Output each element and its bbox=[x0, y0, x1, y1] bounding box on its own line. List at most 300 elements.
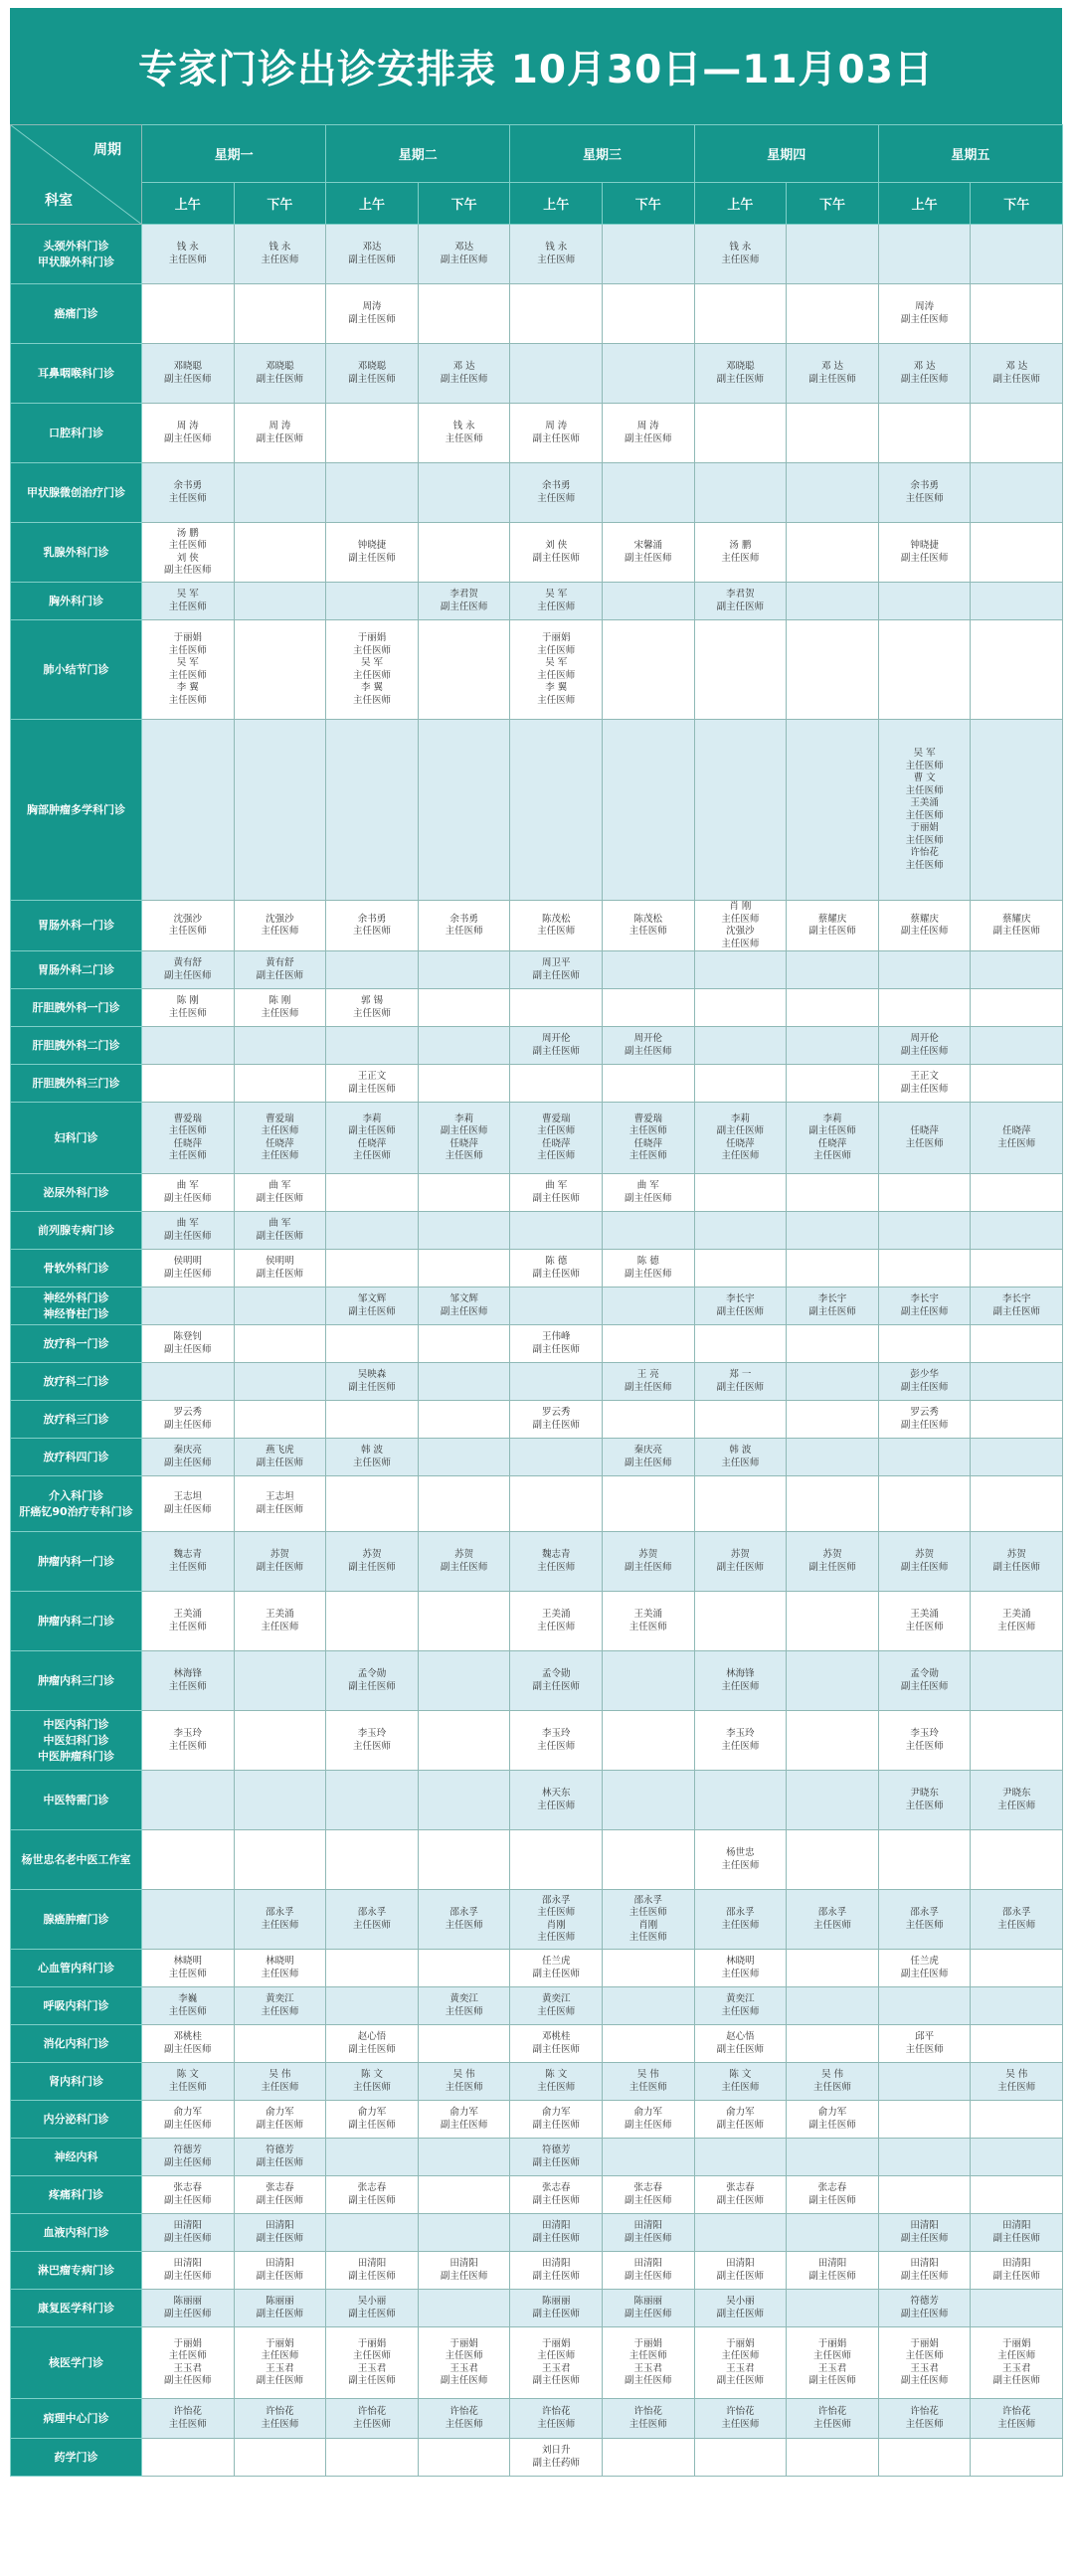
doctor-name: 魏志青 bbox=[541, 1549, 571, 1560]
doctor-name: 任晓萍 bbox=[173, 1137, 203, 1149]
schedule-cell bbox=[971, 1890, 1063, 1950]
schedule-cell bbox=[234, 1476, 326, 1532]
doctor-title: 副主任医师 bbox=[164, 969, 212, 981]
doctor-title: 主任医师 bbox=[261, 2081, 299, 2093]
schedule-cell bbox=[418, 1987, 510, 2025]
doctor-name: 陈 刚 bbox=[176, 995, 199, 1006]
doctor-title: 主任医师 bbox=[537, 2081, 576, 2093]
schedule-cell bbox=[971, 1830, 1063, 1890]
schedule-cell bbox=[787, 1212, 879, 1250]
doctor-name: 余书勇 bbox=[173, 480, 203, 491]
doctor-title: 副主任医师 bbox=[440, 373, 488, 385]
doctor-title: 主任医师 bbox=[537, 1561, 576, 1573]
doctor-title: 副主任医师 bbox=[440, 1561, 488, 1573]
doctor-name: 钱 永 bbox=[176, 242, 199, 253]
schedule-cell bbox=[603, 2327, 695, 2399]
doctor-name: 任兰虎 bbox=[541, 1956, 571, 1967]
schedule-cell bbox=[510, 523, 603, 583]
schedule-cell bbox=[694, 2176, 787, 2214]
table-row bbox=[11, 404, 1063, 463]
doctor-title: 副主任医师 bbox=[256, 1268, 304, 1280]
doctor-title: 主任医师 bbox=[905, 784, 944, 796]
department-name: 癌痛门诊 bbox=[11, 284, 142, 344]
table-row bbox=[11, 620, 1063, 720]
department-name: 放疗科四门诊 bbox=[11, 1439, 142, 1476]
doctor-title: 主任医师 bbox=[905, 2418, 944, 2430]
schedule-cell bbox=[418, 1711, 510, 1771]
doctor-name: 李长宇 bbox=[726, 1293, 755, 1304]
doctor-name: 宋馨涌 bbox=[633, 540, 663, 551]
doctor-name: 于丽娟 bbox=[173, 2337, 203, 2349]
schedule-cell bbox=[878, 1212, 971, 1250]
doctor-title: 主任医师 bbox=[168, 2418, 207, 2430]
department-name: 胃肠外科二门诊 bbox=[11, 951, 142, 989]
schedule-cell bbox=[234, 2439, 326, 2477]
doctor-name: 王 亮 bbox=[636, 1369, 659, 1380]
doctor-name: 邓达 bbox=[454, 242, 474, 253]
schedule-cell bbox=[234, 1890, 326, 1950]
schedule-cell bbox=[142, 523, 235, 583]
doctor-name: 于丽娟 bbox=[817, 2337, 847, 2349]
doctor-title: 副主任医师 bbox=[625, 1381, 672, 1393]
doctor-title: 副主任医师 bbox=[440, 2375, 488, 2386]
schedule-cell bbox=[603, 1950, 695, 1987]
doctor-name: 邓桃桂 bbox=[541, 2031, 571, 2042]
doctor-name: 刘日升 bbox=[541, 2445, 571, 2456]
schedule-cell bbox=[510, 463, 603, 523]
schedule-cell bbox=[142, 1532, 235, 1592]
doctor-title: 主任医师 bbox=[445, 432, 483, 444]
schedule-cell bbox=[603, 1830, 695, 1890]
doctor-name: 田清阳 bbox=[633, 2220, 663, 2231]
schedule-cell bbox=[878, 1771, 971, 1830]
table-row bbox=[11, 1771, 1063, 1830]
schedule-cell bbox=[694, 1174, 787, 1212]
schedule-cell bbox=[234, 2214, 326, 2252]
doctor-title: 副主任医师 bbox=[532, 1343, 580, 1355]
table-row bbox=[11, 2290, 1063, 2327]
doctor-name: 蔡耀庆 bbox=[817, 913, 847, 925]
schedule-cell bbox=[971, 225, 1063, 284]
doctor-title: 副主任医师 bbox=[808, 2270, 856, 2282]
schedule-cell bbox=[326, 1027, 419, 1065]
schedule-cell bbox=[603, 2176, 695, 2214]
schedule-cell bbox=[142, 720, 235, 901]
schedule-cell bbox=[234, 1592, 326, 1651]
schedule-cell bbox=[234, 1532, 326, 1592]
doctor-title: 主任医师 bbox=[997, 2081, 1036, 2093]
schedule-cell bbox=[971, 1771, 1063, 1830]
doctor-name: 王正文 bbox=[910, 1071, 939, 1082]
schedule-cell bbox=[510, 1212, 603, 1250]
schedule-cell bbox=[603, 2063, 695, 2101]
schedule-cell bbox=[878, 1103, 971, 1174]
doctor-title: 主任医师 bbox=[721, 254, 760, 265]
doctor-title: 副主任医师 bbox=[532, 552, 580, 564]
table-row bbox=[11, 951, 1063, 989]
schedule-cell bbox=[326, 2101, 419, 2139]
doctor-name: 陈 文 bbox=[729, 2069, 752, 2080]
schedule-cell bbox=[971, 1439, 1063, 1476]
doctor-title: 副主任医师 bbox=[992, 1305, 1040, 1317]
doctor-title: 副主任医师 bbox=[440, 2270, 488, 2282]
doctor-name: 于丽娟 bbox=[633, 2337, 663, 2349]
schedule-cell bbox=[603, 284, 695, 344]
doctor-title: 主任医师 bbox=[261, 1125, 299, 1136]
doctor-title: 主任医师 bbox=[168, 2005, 207, 2017]
schedule-cell bbox=[510, 1325, 603, 1363]
doctor-title: 副主任医师 bbox=[532, 1045, 580, 1057]
doctor-title: 副主任医师 bbox=[256, 2194, 304, 2206]
doctor-title: 主任医师 bbox=[905, 1919, 944, 1931]
schedule-cell bbox=[603, 2139, 695, 2176]
doctor-title: 副主任医师 bbox=[164, 1268, 212, 1280]
doctor-name: 孟令勋 bbox=[541, 1668, 571, 1679]
table-row bbox=[11, 1950, 1063, 1987]
schedule-cell bbox=[878, 2252, 971, 2290]
doctor-name: 许怡花 bbox=[910, 2406, 939, 2417]
schedule-cell bbox=[971, 620, 1063, 720]
doctor-name: 苏贺 bbox=[915, 1549, 935, 1560]
doctor-title: 副主任医师 bbox=[164, 1457, 212, 1468]
schedule-cell bbox=[694, 523, 787, 583]
schedule-cell bbox=[694, 1592, 787, 1651]
department-name: 消化内科门诊 bbox=[11, 2025, 142, 2063]
table-row bbox=[11, 1987, 1063, 2025]
doctor-title: 主任医师 bbox=[721, 1740, 760, 1752]
schedule-cell bbox=[603, 404, 695, 463]
schedule-cell bbox=[326, 2327, 419, 2399]
doctor-title: 副主任医师 bbox=[900, 1305, 949, 1317]
doctor-title: 副主任医师 bbox=[716, 1125, 765, 1136]
doctor-title: 副主任医师 bbox=[348, 2270, 396, 2282]
doctor-name: 燕飞虎 bbox=[266, 1445, 294, 1456]
doctor-name: 李巍 bbox=[178, 1993, 198, 2004]
schedule-cell bbox=[603, 720, 695, 901]
doctor-name: 邵永孚 bbox=[726, 1907, 755, 1918]
doctor-title: 主任医师 bbox=[168, 1561, 207, 1573]
doctor-name: 王玉君 bbox=[726, 2362, 755, 2374]
doctor-title: 主任医师 bbox=[352, 669, 391, 681]
schedule-cell bbox=[142, 620, 235, 720]
schedule-cell bbox=[787, 1830, 879, 1890]
doctor-name: 余书勇 bbox=[910, 480, 939, 491]
schedule-cell bbox=[326, 2176, 419, 2214]
table-row bbox=[11, 225, 1063, 284]
schedule-cell bbox=[510, 1830, 603, 1890]
doctor-name: 邵永孚 bbox=[817, 1907, 847, 1918]
schedule-cell bbox=[603, 1103, 695, 1174]
doctor-title: 副主任医师 bbox=[808, 1561, 856, 1573]
schedule-cell bbox=[694, 2214, 787, 2252]
doctor-name: 俞力军 bbox=[633, 2107, 663, 2118]
schedule-cell bbox=[142, 1065, 235, 1103]
schedule-cell bbox=[326, 1250, 419, 1288]
doctor-title: 主任医师 bbox=[168, 644, 207, 656]
doctor-title: 副主任医师 bbox=[716, 2119, 765, 2131]
department-name: 神经外科门诊 神经脊柱门诊 bbox=[11, 1288, 142, 1325]
schedule-cell bbox=[787, 1065, 879, 1103]
schedule-cell bbox=[787, 720, 879, 901]
doctor-name: 田清阳 bbox=[541, 2258, 571, 2269]
doctor-name: 周开伦 bbox=[541, 1033, 571, 1044]
schedule-cell bbox=[787, 2439, 879, 2477]
doctor-name: 于丽娟 bbox=[357, 2337, 387, 2349]
doctor-title: 主任医师 bbox=[905, 1621, 944, 1632]
doctor-title: 主任医师 bbox=[261, 1150, 299, 1161]
doctor-title: 主任医师 bbox=[721, 1680, 760, 1692]
doctor-title: 副主任医师 bbox=[625, 1457, 672, 1468]
doctor-title: 副主任医师 bbox=[532, 2270, 580, 2282]
schedule-cell bbox=[787, 2252, 879, 2290]
schedule-cell bbox=[603, 2399, 695, 2439]
schedule-cell bbox=[326, 2252, 419, 2290]
schedule-cell bbox=[418, 2176, 510, 2214]
schedule-cell bbox=[694, 225, 787, 284]
schedule-cell bbox=[878, 2025, 971, 2063]
doctor-name: 尹晓东 bbox=[910, 1788, 939, 1799]
doctor-name: 陈丽丽 bbox=[173, 2296, 203, 2307]
schedule-cell bbox=[234, 1325, 326, 1363]
schedule-cell bbox=[878, 720, 971, 901]
doctor-title: 主任医师 bbox=[261, 1968, 299, 1979]
schedule-cell bbox=[787, 1363, 879, 1401]
doctor-name: 许怡花 bbox=[817, 2406, 847, 2417]
doctor-name: 张志春 bbox=[817, 2182, 847, 2193]
doctor-title: 主任医师 bbox=[537, 669, 576, 681]
schedule-cell bbox=[787, 2399, 879, 2439]
schedule-cell bbox=[971, 523, 1063, 583]
schedule-cell bbox=[510, 1174, 603, 1212]
schedule-cell bbox=[510, 720, 603, 901]
schedule-cell bbox=[787, 1027, 879, 1065]
doctor-name: 林晓明 bbox=[726, 1956, 755, 1967]
table-row bbox=[11, 1363, 1063, 1401]
doctor-name: 于丽娟 bbox=[726, 2337, 755, 2349]
schedule-cell bbox=[142, 1288, 235, 1325]
schedule-cell bbox=[603, 523, 695, 583]
half-header-am: 上午 bbox=[694, 183, 787, 225]
doctor-name: 吴小丽 bbox=[357, 2296, 387, 2307]
department-name: 肿瘤内科二门诊 bbox=[11, 1592, 142, 1651]
schedule-cell bbox=[418, 989, 510, 1027]
schedule-cell bbox=[878, 344, 971, 404]
doctor-name: 吴 军 bbox=[176, 657, 199, 668]
doctor-name: 王玉君 bbox=[910, 2362, 939, 2374]
department-name: 胸部肿瘤多学科门诊 bbox=[11, 720, 142, 901]
doctor-name: 李莉 bbox=[730, 1113, 750, 1124]
schedule-cell bbox=[326, 1890, 419, 1950]
doctor-name: 曹 文 bbox=[913, 773, 936, 783]
doctor-title: 主任医师 bbox=[905, 2043, 944, 2055]
doctor-title: 副主任医师 bbox=[625, 2375, 672, 2386]
doctor-name: 邓晓聪 bbox=[357, 361, 387, 372]
schedule-cell bbox=[510, 1476, 603, 1532]
doctor-name: 钱 永 bbox=[268, 242, 291, 253]
doctor-title: 副主任医师 bbox=[348, 1125, 396, 1136]
doctor-name: 邓 达 bbox=[820, 361, 844, 372]
doctor-name: 蔡耀庆 bbox=[910, 913, 939, 925]
doctor-name: 李莉 bbox=[822, 1113, 842, 1124]
schedule-cell bbox=[787, 2176, 879, 2214]
doctor-name: 王美涌 bbox=[173, 1609, 203, 1620]
schedule-cell bbox=[971, 1212, 1063, 1250]
doctor-title: 主任医师 bbox=[997, 1919, 1036, 1931]
doctor-title: 主任医师 bbox=[997, 1137, 1036, 1149]
doctor-title: 主任医师 bbox=[168, 1007, 207, 1019]
schedule-cell bbox=[418, 1174, 510, 1212]
doctor-title: 副主任医师 bbox=[900, 1968, 949, 1979]
doctor-name: 李君贺 bbox=[726, 589, 755, 600]
doctor-title: 主任医师 bbox=[905, 1740, 944, 1752]
doctor-name: 吴小丽 bbox=[726, 2296, 755, 2307]
schedule-cell bbox=[694, 951, 787, 989]
doctor-name: 任晓萍 bbox=[633, 1137, 663, 1149]
schedule-cell bbox=[971, 2214, 1063, 2252]
doctor-title: 副主任医师 bbox=[900, 2232, 949, 2244]
doctor-name: 许怡花 bbox=[1001, 2406, 1031, 2417]
schedule-cell bbox=[510, 1771, 603, 1830]
doctor-title: 主任医师 bbox=[537, 694, 576, 706]
schedule-cell bbox=[971, 2063, 1063, 2101]
schedule-cell bbox=[234, 2252, 326, 2290]
department-name: 血液内科门诊 bbox=[11, 2214, 142, 2252]
schedule-cell bbox=[971, 1065, 1063, 1103]
doctor-title: 副主任医师 bbox=[532, 432, 580, 444]
schedule-cell bbox=[694, 1987, 787, 2025]
schedule-cell bbox=[234, 1103, 326, 1174]
schedule-cell bbox=[326, 2290, 419, 2327]
department-name: 病理中心门诊 bbox=[11, 2399, 142, 2439]
schedule-cell bbox=[787, 1651, 879, 1711]
doctor-title: 主任医师 bbox=[721, 1919, 760, 1931]
schedule-cell bbox=[878, 989, 971, 1027]
schedule-cell bbox=[971, 2327, 1063, 2399]
schedule-cell bbox=[326, 1987, 419, 2025]
doctor-name: 吴 军 bbox=[176, 589, 199, 600]
table-row bbox=[11, 523, 1063, 583]
doctor-title: 副主任医师 bbox=[625, 2232, 672, 2244]
schedule-cell bbox=[603, 1890, 695, 1950]
doctor-title: 副主任医师 bbox=[625, 2270, 672, 2282]
doctor-title: 主任医师 bbox=[721, 2081, 760, 2093]
doctor-title: 主任医师 bbox=[352, 644, 391, 656]
doctor-title: 副主任医师 bbox=[164, 565, 212, 576]
schedule-cell bbox=[971, 1363, 1063, 1401]
schedule-cell bbox=[234, 2139, 326, 2176]
doctor-name: 陈丽丽 bbox=[633, 2296, 663, 2307]
doctor-name: 于丽娟 bbox=[910, 822, 939, 833]
doctor-name: 周卫平 bbox=[541, 957, 571, 968]
schedule-cell bbox=[142, 2101, 235, 2139]
schedule-cell bbox=[234, 404, 326, 463]
doctor-name: 邓桃桂 bbox=[173, 2031, 203, 2042]
schedule-cell bbox=[878, 1711, 971, 1771]
day-header-mon: 星期一 bbox=[142, 125, 326, 183]
schedule-cell bbox=[326, 1592, 419, 1651]
schedule-cell bbox=[787, 1325, 879, 1363]
doctor-name: 俞力军 bbox=[726, 2107, 755, 2118]
schedule-cell bbox=[418, 951, 510, 989]
doctor-name: 苏贺 bbox=[362, 1549, 382, 1560]
schedule-cell bbox=[971, 404, 1063, 463]
schedule-cell bbox=[787, 951, 879, 989]
doctor-name: 曲 军 bbox=[176, 1180, 199, 1191]
doctor-title: 副主任医师 bbox=[348, 2194, 396, 2206]
schedule-cell bbox=[418, 2399, 510, 2439]
doctor-name: 刘 侠 bbox=[176, 552, 199, 564]
schedule-cell bbox=[510, 2252, 603, 2290]
schedule-cell bbox=[326, 2139, 419, 2176]
schedule-cell bbox=[694, 2290, 787, 2327]
doctor-name: 周 涛 bbox=[268, 421, 291, 431]
schedule-cell bbox=[510, 1250, 603, 1288]
schedule-cell bbox=[142, 2399, 235, 2439]
schedule-cell bbox=[971, 2290, 1063, 2327]
schedule-cell bbox=[971, 720, 1063, 901]
doctor-name: 邓 达 bbox=[1005, 361, 1028, 372]
doctor-name: 陈 文 bbox=[176, 2069, 199, 2080]
doctor-title: 主任医师 bbox=[537, 2350, 576, 2361]
schedule-cell bbox=[510, 1651, 603, 1711]
doctor-name: 许怡花 bbox=[910, 847, 939, 858]
doctor-name: 曹爱瑞 bbox=[541, 1113, 571, 1124]
doctor-name: 邵永孚 bbox=[449, 1907, 478, 1918]
doctor-title: 副主任医师 bbox=[164, 1419, 212, 1431]
schedule-cell bbox=[878, 1987, 971, 2025]
doctor-name: 李玉玲 bbox=[910, 1728, 939, 1739]
department-name: 核医学门诊 bbox=[11, 2327, 142, 2399]
doctor-name: 李长宇 bbox=[1001, 1293, 1031, 1304]
doctor-name: 于丽娟 bbox=[357, 632, 387, 643]
schedule-cell bbox=[878, 1592, 971, 1651]
schedule-cell bbox=[326, 1288, 419, 1325]
schedule-cell bbox=[694, 583, 787, 620]
schedule-cell bbox=[694, 2139, 787, 2176]
schedule-cell bbox=[234, 1401, 326, 1439]
table-row bbox=[11, 2101, 1063, 2139]
doctor-name: 李莉 bbox=[362, 1113, 382, 1124]
table-row bbox=[11, 1651, 1063, 1711]
schedule-cell bbox=[694, 1711, 787, 1771]
schedule-cell bbox=[142, 2327, 235, 2399]
schedule-cell bbox=[142, 1890, 235, 1950]
schedule-cell bbox=[234, 2063, 326, 2101]
schedule-cell bbox=[326, 1532, 419, 1592]
doctor-name: 尹晓东 bbox=[1001, 1788, 1031, 1799]
doctor-title: 主任医师 bbox=[168, 1740, 207, 1752]
doctor-title: 副主任医师 bbox=[716, 2270, 765, 2282]
schedule-cell bbox=[971, 1711, 1063, 1771]
schedule-cell bbox=[694, 1532, 787, 1592]
doctor-name: 王美涌 bbox=[541, 1609, 571, 1620]
corner-diagonal bbox=[11, 125, 142, 225]
schedule-cell bbox=[694, 620, 787, 720]
doctor-title: 主任医师 bbox=[261, 1919, 299, 1931]
doctor-name: 于丽娟 bbox=[910, 2337, 939, 2349]
schedule-cell bbox=[418, 1830, 510, 1890]
schedule-cell bbox=[234, 463, 326, 523]
doctor-title: 主任医师 bbox=[628, 1907, 667, 1918]
schedule-cell bbox=[418, 1288, 510, 1325]
schedule-cell bbox=[971, 2252, 1063, 2290]
department-name: 药学门诊 bbox=[11, 2439, 142, 2477]
doctor-title: 副主任医师 bbox=[256, 2375, 304, 2386]
schedule-cell bbox=[603, 951, 695, 989]
schedule-cell bbox=[878, 225, 971, 284]
doctor-name: 周 涛 bbox=[545, 421, 568, 431]
schedule-cell bbox=[142, 2214, 235, 2252]
